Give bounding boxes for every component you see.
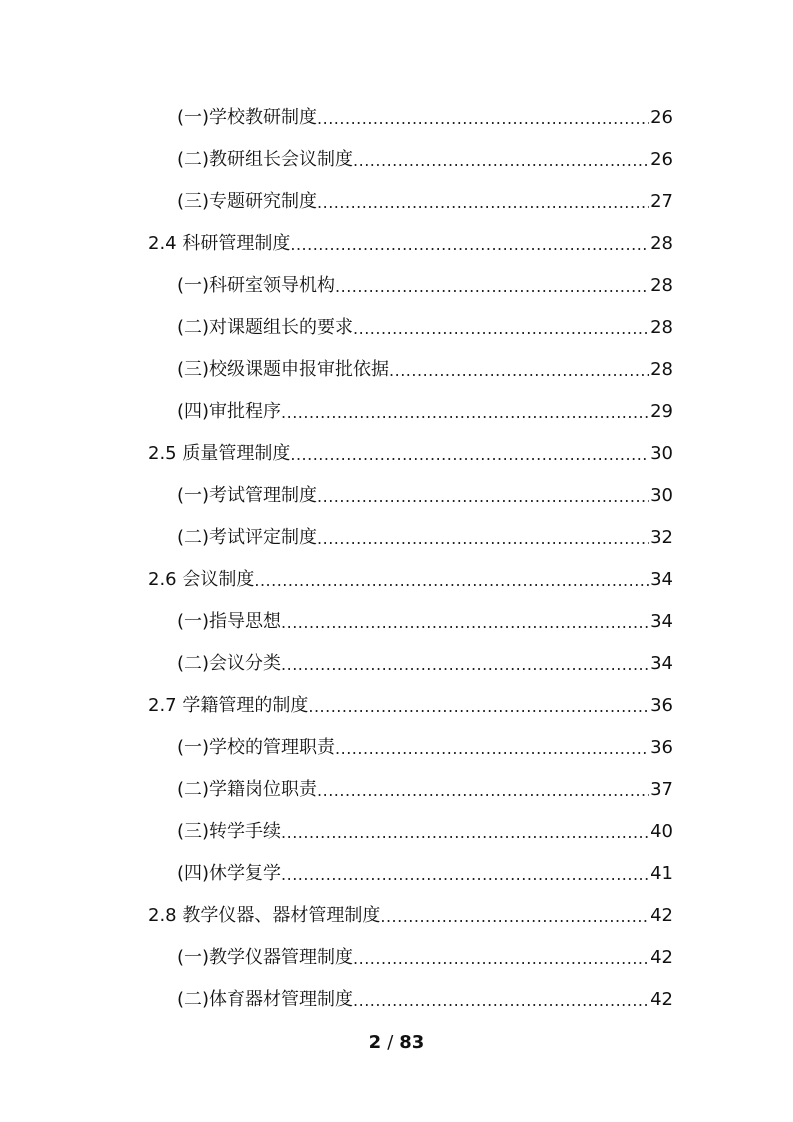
toc-entry-page-number: 29 bbox=[650, 401, 673, 422]
toc-entry-page-number: 27 bbox=[650, 191, 673, 212]
dot-leader bbox=[353, 949, 649, 969]
toc-entry[interactable] bbox=[0, 559, 793, 601]
dot-leader bbox=[353, 991, 649, 1011]
toc-entry-page-number: 26 bbox=[650, 107, 673, 128]
toc-entry-page-number: 42 bbox=[650, 947, 673, 968]
toc-entry-title: (一)学校教研制度 bbox=[177, 107, 318, 128]
dot-leader bbox=[317, 193, 649, 213]
toc-entry-page-number: 41 bbox=[650, 863, 673, 884]
dot-leader bbox=[353, 319, 649, 339]
toc-entry-title: (一)学校的管理职责 bbox=[177, 737, 336, 758]
toc-entry[interactable] bbox=[0, 265, 793, 307]
dot-leader bbox=[281, 655, 649, 675]
dot-leader bbox=[281, 823, 649, 843]
toc-entry[interactable] bbox=[0, 181, 793, 223]
page-number-footer bbox=[0, 1032, 793, 1053]
toc-entry[interactable] bbox=[0, 769, 793, 811]
toc-entry-title: (一)指导思想 bbox=[177, 611, 282, 632]
toc-entry-page-number: 32 bbox=[650, 527, 673, 548]
toc-entry[interactable] bbox=[0, 223, 793, 265]
dot-leader bbox=[317, 487, 649, 507]
toc-entry-page-number: 28 bbox=[650, 359, 673, 380]
toc-entry-title: 2.8 教学仪器、器材管理制度 bbox=[148, 905, 381, 926]
dot-leader bbox=[353, 151, 649, 171]
toc-entry-title: 2.4 科研管理制度 bbox=[148, 233, 291, 254]
toc-entry[interactable] bbox=[0, 307, 793, 349]
toc-entry-title: (四)休学复学 bbox=[177, 863, 282, 884]
toc-entry[interactable] bbox=[0, 643, 793, 685]
toc-entry-title: (三)专题研究制度 bbox=[177, 191, 318, 212]
toc-entry[interactable] bbox=[0, 97, 793, 139]
toc-entry[interactable] bbox=[0, 517, 793, 559]
toc-entry[interactable] bbox=[0, 979, 793, 1021]
dot-leader bbox=[281, 865, 649, 885]
dot-leader bbox=[335, 739, 649, 759]
toc-entry[interactable] bbox=[0, 685, 793, 727]
toc-entry[interactable] bbox=[0, 811, 793, 853]
toc-entry[interactable] bbox=[0, 895, 793, 937]
toc-entry[interactable] bbox=[0, 475, 793, 517]
table-of-contents bbox=[0, 97, 793, 1021]
total-page-count: 83 bbox=[399, 1032, 425, 1053]
toc-entry[interactable] bbox=[0, 601, 793, 643]
toc-entry-title: (三)校级课题申报审批依据 bbox=[177, 359, 390, 380]
toc-entry[interactable] bbox=[0, 853, 793, 895]
page-separator: / bbox=[387, 1032, 394, 1053]
dot-leader bbox=[281, 613, 649, 633]
toc-entry-page-number: 30 bbox=[650, 485, 673, 506]
dot-leader bbox=[317, 109, 649, 129]
toc-entry-title: (二)考试评定制度 bbox=[177, 527, 318, 548]
toc-entry-page-number: 28 bbox=[650, 233, 673, 254]
dot-leader bbox=[335, 277, 649, 297]
dot-leader bbox=[290, 445, 649, 465]
toc-entry-title: (二)对课题组长的要求 bbox=[177, 317, 354, 338]
toc-entry-title: (一)教学仪器管理制度 bbox=[177, 947, 354, 968]
toc-entry-page-number: 37 bbox=[650, 779, 673, 800]
dot-leader bbox=[389, 361, 649, 381]
toc-entry-title: (四)审批程序 bbox=[177, 401, 282, 422]
toc-entry-page-number: 42 bbox=[650, 989, 673, 1010]
toc-entry-page-number: 34 bbox=[650, 611, 673, 632]
toc-entry[interactable] bbox=[0, 433, 793, 475]
toc-entry[interactable] bbox=[0, 727, 793, 769]
toc-entry-title: (二)教研组长会议制度 bbox=[177, 149, 354, 170]
toc-entry-title: (一)考试管理制度 bbox=[177, 485, 318, 506]
toc-entry[interactable] bbox=[0, 937, 793, 979]
toc-entry-title: (二)学籍岗位职责 bbox=[177, 779, 318, 800]
dot-leader bbox=[317, 529, 649, 549]
toc-entry-title: (二)体育器材管理制度 bbox=[177, 989, 354, 1010]
toc-entry-page-number: 26 bbox=[650, 149, 673, 170]
toc-entry-page-number: 34 bbox=[650, 569, 673, 590]
toc-entry[interactable] bbox=[0, 391, 793, 433]
dot-leader bbox=[281, 403, 649, 423]
dot-leader bbox=[254, 571, 649, 591]
toc-entry-title: (二)会议分类 bbox=[177, 653, 282, 674]
toc-entry-title: 2.6 会议制度 bbox=[148, 569, 255, 590]
toc-entry-title: (三)转学手续 bbox=[177, 821, 282, 842]
dot-leader bbox=[308, 697, 649, 717]
toc-entry-title: 2.5 质量管理制度 bbox=[148, 443, 291, 464]
toc-entry-page-number: 40 bbox=[650, 821, 673, 842]
toc-entry[interactable] bbox=[0, 349, 793, 391]
toc-entry-page-number: 28 bbox=[650, 317, 673, 338]
dot-leader bbox=[380, 907, 649, 927]
toc-entry-page-number: 28 bbox=[650, 275, 673, 296]
toc-entry-page-number: 36 bbox=[650, 737, 673, 758]
current-page-number: 2 bbox=[368, 1032, 382, 1053]
toc-entry[interactable] bbox=[0, 139, 793, 181]
toc-entry-page-number: 30 bbox=[650, 443, 673, 464]
dot-leader bbox=[317, 781, 649, 801]
toc-entry-title: (一)科研室领导机构 bbox=[177, 275, 336, 296]
dot-leader bbox=[290, 235, 649, 255]
toc-entry-title: 2.7 学籍管理的制度 bbox=[148, 695, 309, 716]
toc-entry-page-number: 42 bbox=[650, 905, 673, 926]
toc-entry-page-number: 34 bbox=[650, 653, 673, 674]
toc-entry-page-number: 36 bbox=[650, 695, 673, 716]
